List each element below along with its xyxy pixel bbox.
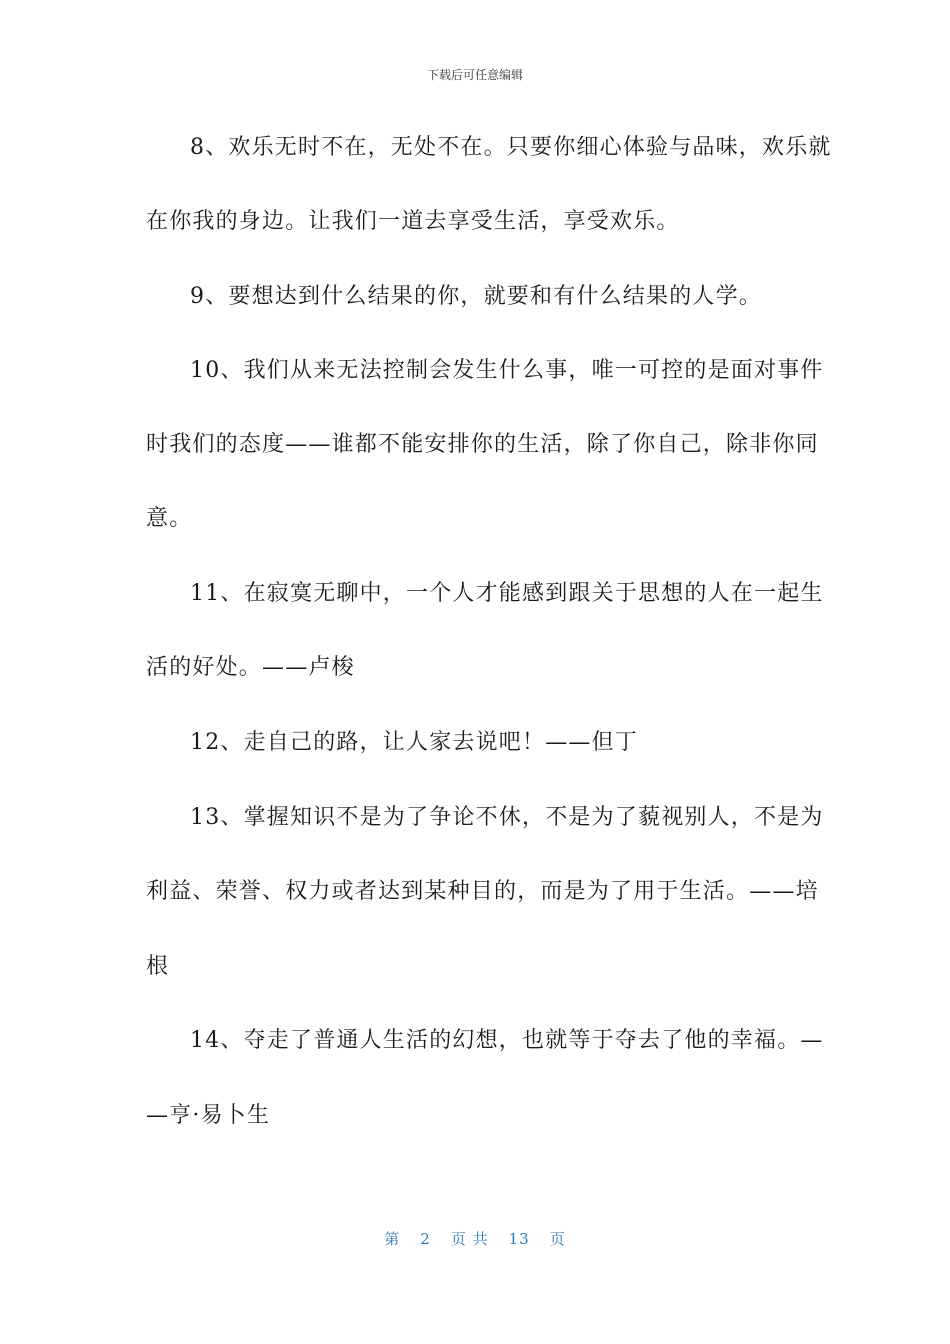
text-line: 意。 (146, 506, 193, 531)
footer-prefix: 第 (384, 1230, 401, 1248)
text-line: 在你我的身边。让我们一道去享受生活，享受欢乐。 (146, 209, 680, 234)
page-number: 2 (420, 1230, 431, 1248)
total-pages: 13 (508, 1230, 530, 1248)
page-footer (0, 1228, 950, 1249)
page-header: 下载后可任意编辑 (426, 68, 523, 82)
footer-middle: 页 共 (450, 1230, 489, 1248)
footer-suffix: 页 (549, 1230, 566, 1248)
text-line: 8、欢乐无时不在，无处不在。只要你细心体验与品味，欢乐就 (190, 135, 832, 160)
text-line: 9、要想达到什么结果的你，就要和有什么结果的人学。 (190, 284, 762, 309)
text-line: 14、夺走了普通人生活的幻想，也就等于夺去了他的幸福。— (190, 1028, 824, 1053)
text-line: 时我们的态度——谁都不能安排你的生活，除了你自己，除非你同 (146, 432, 819, 457)
text-line: 活的好处。——卢梭 (146, 655, 355, 680)
text-line: 利益、荣誉、权力或者达到某种目的，而是为了用于生活。——培 (146, 879, 819, 904)
text-line: —亨·易卜生 (146, 1103, 271, 1128)
text-line: 10、我们从来无法控制会发生什么事，唯一可控的是面对事件 (190, 358, 824, 383)
text-line: 13、掌握知识不是为了争论不休，不是为了藐视别人，不是为 (190, 805, 824, 830)
text-line: 12、走自己的路，让人家去说吧！——但丁 (190, 730, 638, 755)
text-line: 根 (146, 954, 170, 979)
text-line: 11、在寂寞无聊中，一个人才能感到跟关于思想的人在一起生 (190, 581, 824, 606)
